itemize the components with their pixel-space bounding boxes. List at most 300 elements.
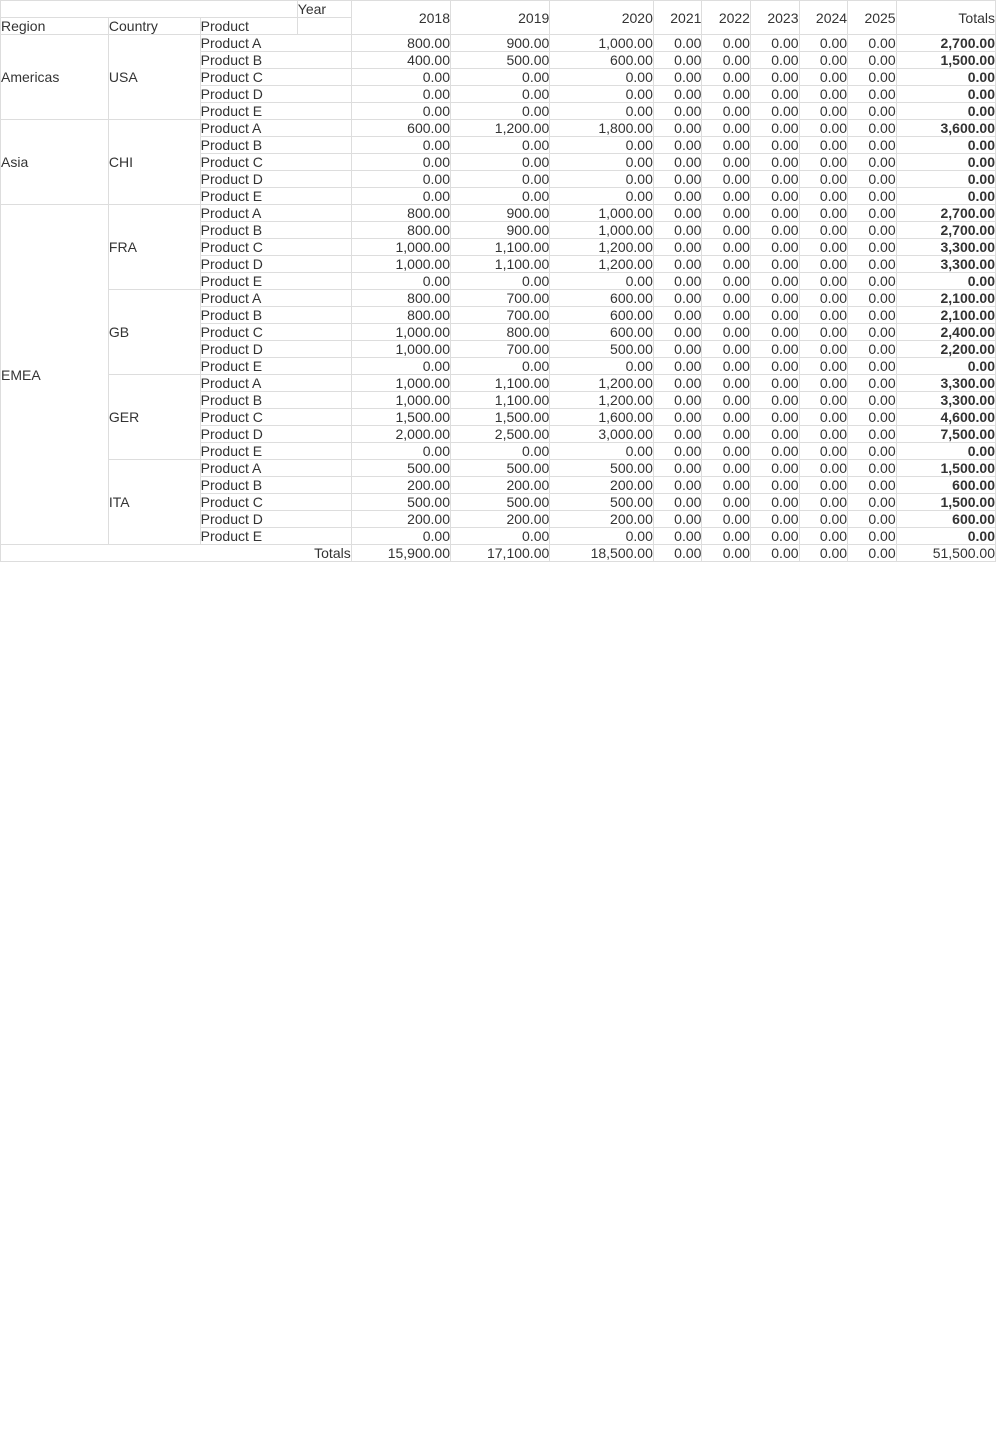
row-header-product[interactable]: Product B <box>200 137 351 154</box>
cell-value: 0.00 <box>702 290 751 307</box>
cell-value: 200.00 <box>550 511 654 528</box>
row-header-product[interactable]: Product D <box>200 426 351 443</box>
grand-total-row <box>1 545 996 562</box>
cell-value: 0.00 <box>550 273 654 290</box>
cell-value: 0.00 <box>653 205 702 222</box>
cell-value: 0.00 <box>653 103 702 120</box>
row-header-region[interactable]: Asia <box>1 120 109 205</box>
row-header-country[interactable]: FRA <box>108 205 200 290</box>
cell-value: 1,200.00 <box>550 392 654 409</box>
cell-value: 0.00 <box>351 86 450 103</box>
cell-value: 0.00 <box>351 443 450 460</box>
cell-value: 0.00 <box>848 307 897 324</box>
cell-value: 0.00 <box>799 528 848 545</box>
cell-row-total: 2,700.00 <box>896 35 995 52</box>
cell-value: 0.00 <box>848 290 897 307</box>
row-header-product[interactable]: Product A <box>200 460 351 477</box>
cell-value: 0.00 <box>451 69 550 86</box>
column-header-2019[interactable]: 2019 <box>451 1 550 35</box>
cell-value: 0.00 <box>702 171 751 188</box>
cell-row-total: 3,600.00 <box>896 120 995 137</box>
cell-value: 0.00 <box>702 341 751 358</box>
column-header-2024[interactable]: 2024 <box>799 1 848 35</box>
cell-value: 0.00 <box>550 188 654 205</box>
cell-value: 0.00 <box>848 120 897 137</box>
cell-value: 0.00 <box>702 35 751 52</box>
table-body <box>1 35 996 545</box>
cell-value: 0.00 <box>799 69 848 86</box>
row-header-product[interactable]: Product B <box>200 392 351 409</box>
table-row <box>1 35 996 52</box>
cell-value: 0.00 <box>848 426 897 443</box>
header-blank-sub <box>297 18 351 35</box>
cell-value: 600.00 <box>550 324 654 341</box>
cell-value: 1,000.00 <box>351 324 450 341</box>
cell-value: 0.00 <box>550 69 654 86</box>
cell-value: 0.00 <box>351 69 450 86</box>
row-header-product[interactable]: Product A <box>200 120 351 137</box>
row-header-product[interactable]: Product C <box>200 494 351 511</box>
cell-value: 0.00 <box>702 103 751 120</box>
cell-value: 0.00 <box>653 35 702 52</box>
column-header-product[interactable]: Product <box>200 18 297 35</box>
cell-value: 1,100.00 <box>451 239 550 256</box>
cell-row-total: 0.00 <box>896 154 995 171</box>
cell-value: 0.00 <box>653 222 702 239</box>
row-header-product[interactable]: Product B <box>200 222 351 239</box>
cell-value: 0.00 <box>702 239 751 256</box>
cell-value: 1,100.00 <box>451 256 550 273</box>
cell-value: 0.00 <box>550 358 654 375</box>
row-header-product[interactable]: Product A <box>200 290 351 307</box>
cell-value: 0.00 <box>653 86 702 103</box>
column-header-2018[interactable]: 2018 <box>351 1 450 35</box>
cell-value: 0.00 <box>750 528 799 545</box>
cell-value: 400.00 <box>351 52 450 69</box>
cell-value: 0.00 <box>799 375 848 392</box>
cell-value: 500.00 <box>451 460 550 477</box>
cell-value: 0.00 <box>653 256 702 273</box>
cell-value: 0.00 <box>702 324 751 341</box>
cell-value: 0.00 <box>750 256 799 273</box>
row-header-country[interactable]: CHI <box>108 120 200 205</box>
pivot-table <box>0 0 996 562</box>
cell-value: 0.00 <box>550 443 654 460</box>
cell-value: 700.00 <box>451 341 550 358</box>
cell-value: 0.00 <box>351 103 450 120</box>
row-header-region[interactable]: Americas <box>1 35 109 120</box>
cell-value: 0.00 <box>351 171 450 188</box>
pivot-table-container <box>0 0 996 562</box>
cell-value: 0.00 <box>799 256 848 273</box>
cell-row-total: 1,500.00 <box>896 494 995 511</box>
row-header-product[interactable]: Product C <box>200 324 351 341</box>
cell-value: 0.00 <box>848 273 897 290</box>
cell-value: 0.00 <box>848 477 897 494</box>
cell-value: 0.00 <box>848 35 897 52</box>
grand-total-2020: 18,500.00 <box>550 545 654 562</box>
cell-value: 0.00 <box>351 137 450 154</box>
cell-value: 0.00 <box>848 358 897 375</box>
cell-row-total: 0.00 <box>896 86 995 103</box>
cell-value: 0.00 <box>702 205 751 222</box>
cell-value: 0.00 <box>750 307 799 324</box>
cell-row-total: 3,300.00 <box>896 375 995 392</box>
cell-value: 0.00 <box>848 409 897 426</box>
cell-value: 0.00 <box>848 69 897 86</box>
grand-total-2018: 15,900.00 <box>351 545 450 562</box>
cell-value: 0.00 <box>799 290 848 307</box>
column-header-2022[interactable]: 2022 <box>702 1 751 35</box>
cell-value: 0.00 <box>799 477 848 494</box>
row-header-product[interactable]: Product B <box>200 307 351 324</box>
cell-value: 0.00 <box>750 273 799 290</box>
cell-value: 0.00 <box>653 69 702 86</box>
column-header-2023[interactable]: 2023 <box>750 1 799 35</box>
cell-row-total: 4,600.00 <box>896 409 995 426</box>
cell-row-total: 0.00 <box>896 528 995 545</box>
cell-value: 0.00 <box>351 358 450 375</box>
cell-value: 1,000.00 <box>550 35 654 52</box>
cell-value: 0.00 <box>799 409 848 426</box>
cell-value: 0.00 <box>848 460 897 477</box>
cell-value: 0.00 <box>750 341 799 358</box>
cell-value: 0.00 <box>799 426 848 443</box>
table-row <box>1 120 996 137</box>
grand-total-2021: 0.00 <box>653 545 702 562</box>
row-header-country[interactable]: GER <box>108 375 200 460</box>
header-row-year <box>1 1 996 18</box>
row-header-product[interactable]: Product E <box>200 443 351 460</box>
cell-value: 200.00 <box>351 477 450 494</box>
cell-value: 0.00 <box>848 239 897 256</box>
header-year-label: Year <box>297 1 351 18</box>
cell-value: 1,200.00 <box>451 120 550 137</box>
cell-value: 800.00 <box>351 307 450 324</box>
cell-value: 0.00 <box>653 511 702 528</box>
cell-value: 2,500.00 <box>451 426 550 443</box>
cell-value: 0.00 <box>799 341 848 358</box>
cell-row-total: 2,200.00 <box>896 341 995 358</box>
row-header-product[interactable]: Product E <box>200 358 351 375</box>
cell-value: 0.00 <box>848 103 897 120</box>
row-header-product[interactable]: Product E <box>200 273 351 290</box>
cell-value: 500.00 <box>550 494 654 511</box>
cell-value: 1,500.00 <box>351 409 450 426</box>
cell-value: 0.00 <box>750 86 799 103</box>
cell-value: 0.00 <box>799 120 848 137</box>
cell-value: 0.00 <box>848 494 897 511</box>
cell-value: 0.00 <box>653 392 702 409</box>
cell-value: 1,600.00 <box>550 409 654 426</box>
cell-value: 1,000.00 <box>550 205 654 222</box>
row-header-product[interactable]: Product E <box>200 188 351 205</box>
cell-value: 0.00 <box>799 188 848 205</box>
grand-total-2024: 0.00 <box>799 545 848 562</box>
cell-value: 0.00 <box>848 52 897 69</box>
cell-row-total: 7,500.00 <box>896 426 995 443</box>
cell-value: 0.00 <box>750 171 799 188</box>
cell-value: 1,200.00 <box>550 256 654 273</box>
cell-value: 0.00 <box>799 494 848 511</box>
cell-value: 0.00 <box>799 443 848 460</box>
cell-row-total: 2,100.00 <box>896 290 995 307</box>
row-header-country[interactable]: ITA <box>108 460 200 545</box>
cell-value: 1,500.00 <box>451 409 550 426</box>
cell-row-total: 1,500.00 <box>896 460 995 477</box>
cell-value: 0.00 <box>848 511 897 528</box>
cell-value: 0.00 <box>750 460 799 477</box>
grand-total-2025: 0.00 <box>848 545 897 562</box>
row-header-product[interactable]: Product C <box>200 239 351 256</box>
row-header-product[interactable]: Product A <box>200 35 351 52</box>
row-header-product[interactable]: Product C <box>200 409 351 426</box>
cell-value: 0.00 <box>653 358 702 375</box>
cell-value: 0.00 <box>351 188 450 205</box>
cell-value: 200.00 <box>451 511 550 528</box>
cell-value: 0.00 <box>653 239 702 256</box>
cell-value: 0.00 <box>799 511 848 528</box>
cell-value: 0.00 <box>351 154 450 171</box>
cell-value: 0.00 <box>702 443 751 460</box>
cell-value: 0.00 <box>702 86 751 103</box>
cell-value: 200.00 <box>351 511 450 528</box>
cell-value: 0.00 <box>702 222 751 239</box>
grand-total-all: 51,500.00 <box>896 545 995 562</box>
cell-value: 0.00 <box>653 460 702 477</box>
cell-value: 0.00 <box>799 273 848 290</box>
row-header-region[interactable]: EMEA <box>1 205 109 545</box>
cell-value: 500.00 <box>351 460 450 477</box>
cell-value: 600.00 <box>550 52 654 69</box>
row-header-product[interactable]: Product D <box>200 171 351 188</box>
table-header <box>1 1 996 35</box>
cell-value: 0.00 <box>750 375 799 392</box>
cell-value: 800.00 <box>451 324 550 341</box>
cell-value: 0.00 <box>550 86 654 103</box>
row-header-product[interactable]: Product D <box>200 86 351 103</box>
grand-total-2023: 0.00 <box>750 545 799 562</box>
cell-value: 0.00 <box>653 443 702 460</box>
cell-value: 0.00 <box>848 392 897 409</box>
cell-value: 1,800.00 <box>550 120 654 137</box>
cell-value: 2,000.00 <box>351 426 450 443</box>
cell-value: 0.00 <box>653 494 702 511</box>
cell-value: 0.00 <box>653 290 702 307</box>
cell-value: 0.00 <box>750 137 799 154</box>
cell-value: 0.00 <box>653 188 702 205</box>
cell-value: 0.00 <box>799 52 848 69</box>
cell-value: 0.00 <box>702 69 751 86</box>
table-row <box>1 290 996 307</box>
column-header-region[interactable]: Region <box>1 18 109 35</box>
cell-value: 0.00 <box>799 460 848 477</box>
cell-value: 0.00 <box>750 443 799 460</box>
cell-value: 0.00 <box>848 341 897 358</box>
table-row <box>1 375 996 392</box>
cell-value: 0.00 <box>750 324 799 341</box>
cell-value: 0.00 <box>848 154 897 171</box>
cell-value: 0.00 <box>799 358 848 375</box>
column-header-2020[interactable]: 2020 <box>550 1 654 35</box>
cell-value: 0.00 <box>799 239 848 256</box>
cell-value: 0.00 <box>799 103 848 120</box>
cell-value: 0.00 <box>653 154 702 171</box>
cell-value: 0.00 <box>702 392 751 409</box>
cell-value: 0.00 <box>750 120 799 137</box>
row-header-product[interactable]: Product B <box>200 52 351 69</box>
cell-value: 0.00 <box>750 290 799 307</box>
cell-value: 0.00 <box>848 324 897 341</box>
column-header-2021[interactable]: 2021 <box>653 1 702 35</box>
cell-value: 0.00 <box>750 239 799 256</box>
cell-value: 200.00 <box>550 477 654 494</box>
cell-value: 0.00 <box>799 205 848 222</box>
cell-value: 0.00 <box>702 120 751 137</box>
row-header-product[interactable]: Product D <box>200 341 351 358</box>
row-header-product[interactable]: Product C <box>200 154 351 171</box>
cell-value: 0.00 <box>550 103 654 120</box>
cell-value: 0.00 <box>799 392 848 409</box>
column-header-country[interactable]: Country <box>108 18 200 35</box>
cell-value: 1,000.00 <box>351 256 450 273</box>
cell-row-total: 0.00 <box>896 443 995 460</box>
cell-value: 1,000.00 <box>351 375 450 392</box>
cell-value: 0.00 <box>799 35 848 52</box>
cell-value: 0.00 <box>653 375 702 392</box>
cell-value: 0.00 <box>702 137 751 154</box>
row-header-product[interactable]: Product D <box>200 256 351 273</box>
cell-value: 1,000.00 <box>351 239 450 256</box>
column-header-2025[interactable]: 2025 <box>848 1 897 35</box>
cell-value: 1,100.00 <box>451 375 550 392</box>
cell-value: 0.00 <box>702 426 751 443</box>
row-header-product[interactable]: Product D <box>200 511 351 528</box>
cell-value: 1,000.00 <box>351 392 450 409</box>
cell-row-total: 0.00 <box>896 188 995 205</box>
cell-value: 0.00 <box>750 511 799 528</box>
cell-value: 0.00 <box>702 307 751 324</box>
cell-value: 0.00 <box>702 511 751 528</box>
cell-value: 0.00 <box>702 494 751 511</box>
cell-value: 0.00 <box>702 154 751 171</box>
cell-value: 0.00 <box>848 222 897 239</box>
cell-value: 0.00 <box>750 35 799 52</box>
cell-value: 0.00 <box>848 86 897 103</box>
cell-value: 500.00 <box>550 341 654 358</box>
cell-row-total: 1,500.00 <box>896 52 995 69</box>
row-header-product[interactable]: Product E <box>200 528 351 545</box>
cell-value: 0.00 <box>750 494 799 511</box>
cell-value: 0.00 <box>653 528 702 545</box>
cell-value: 0.00 <box>702 273 751 290</box>
cell-value: 0.00 <box>351 273 450 290</box>
cell-value: 0.00 <box>702 409 751 426</box>
cell-value: 0.00 <box>451 528 550 545</box>
cell-value: 200.00 <box>451 477 550 494</box>
cell-value: 0.00 <box>750 69 799 86</box>
cell-value: 0.00 <box>750 392 799 409</box>
cell-value: 0.00 <box>848 188 897 205</box>
cell-value: 500.00 <box>451 52 550 69</box>
cell-value: 0.00 <box>799 86 848 103</box>
cell-row-total: 3,300.00 <box>896 256 995 273</box>
row-header-country[interactable]: USA <box>108 35 200 120</box>
cell-value: 0.00 <box>848 205 897 222</box>
table-row <box>1 205 996 222</box>
row-header-product[interactable]: Product A <box>200 375 351 392</box>
cell-row-total: 0.00 <box>896 171 995 188</box>
cell-value: 1,200.00 <box>550 375 654 392</box>
cell-value: 0.00 <box>702 528 751 545</box>
cell-value: 0.00 <box>653 52 702 69</box>
cell-value: 600.00 <box>351 120 450 137</box>
cell-value: 0.00 <box>799 171 848 188</box>
cell-value: 800.00 <box>351 205 450 222</box>
cell-value: 1,100.00 <box>451 392 550 409</box>
cell-value: 900.00 <box>451 205 550 222</box>
cell-value: 0.00 <box>848 375 897 392</box>
cell-value: 0.00 <box>451 188 550 205</box>
cell-row-total: 3,300.00 <box>896 239 995 256</box>
cell-value: 0.00 <box>750 426 799 443</box>
cell-value: 0.00 <box>653 324 702 341</box>
table-footer <box>1 545 996 562</box>
cell-value: 0.00 <box>451 103 550 120</box>
cell-value: 0.00 <box>653 341 702 358</box>
row-header-country[interactable]: GB <box>108 290 200 375</box>
cell-value: 0.00 <box>799 307 848 324</box>
cell-value: 0.00 <box>848 137 897 154</box>
cell-row-total: 2,700.00 <box>896 205 995 222</box>
cell-value: 500.00 <box>351 494 450 511</box>
cell-value: 0.00 <box>702 460 751 477</box>
cell-value: 0.00 <box>550 154 654 171</box>
cell-value: 0.00 <box>451 443 550 460</box>
cell-value: 500.00 <box>451 494 550 511</box>
cell-value: 0.00 <box>799 324 848 341</box>
cell-row-total: 0.00 <box>896 273 995 290</box>
cell-value: 500.00 <box>550 460 654 477</box>
cell-value: 0.00 <box>653 120 702 137</box>
cell-value: 0.00 <box>653 137 702 154</box>
cell-value: 0.00 <box>750 358 799 375</box>
cell-value: 0.00 <box>750 477 799 494</box>
grand-total-2019: 17,100.00 <box>451 545 550 562</box>
cell-value: 0.00 <box>451 86 550 103</box>
row-header-product[interactable]: Product E <box>200 103 351 120</box>
cell-value: 0.00 <box>550 137 654 154</box>
cell-value: 600.00 <box>550 290 654 307</box>
cell-row-total: 600.00 <box>896 511 995 528</box>
cell-value: 800.00 <box>351 222 450 239</box>
cell-value: 0.00 <box>653 171 702 188</box>
column-header-totals[interactable]: Totals <box>896 1 995 35</box>
cell-value: 800.00 <box>351 35 450 52</box>
cell-value: 0.00 <box>848 171 897 188</box>
row-header-product[interactable]: Product C <box>200 69 351 86</box>
cell-value: 0.00 <box>750 154 799 171</box>
cell-row-total: 600.00 <box>896 477 995 494</box>
cell-value: 1,200.00 <box>550 239 654 256</box>
row-header-product[interactable]: Product A <box>200 205 351 222</box>
cell-value: 0.00 <box>848 443 897 460</box>
cell-value: 0.00 <box>750 222 799 239</box>
cell-value: 0.00 <box>750 103 799 120</box>
cell-value: 0.00 <box>653 426 702 443</box>
cell-value: 900.00 <box>451 222 550 239</box>
row-header-product[interactable]: Product B <box>200 477 351 494</box>
